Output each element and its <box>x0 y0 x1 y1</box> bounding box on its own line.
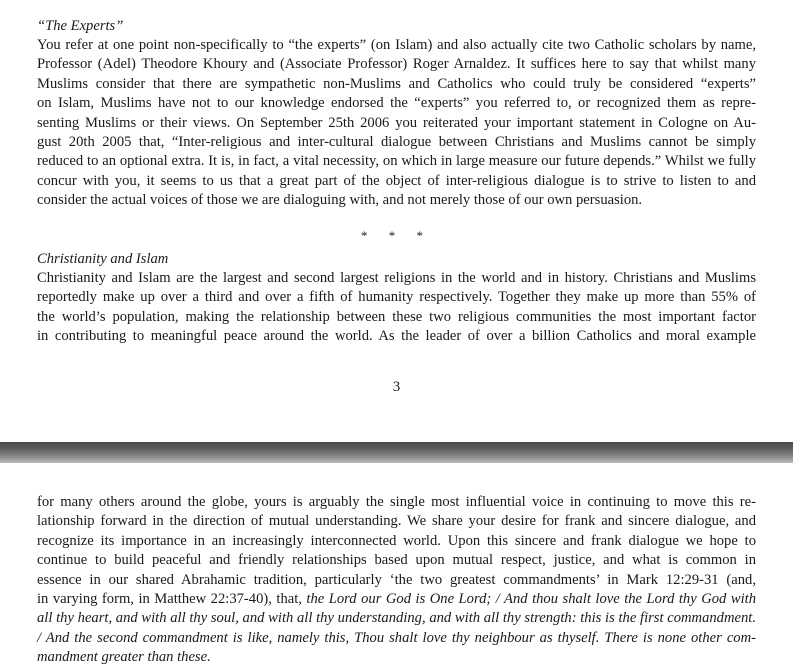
text-line: recognize its importance in an increasingly interconnected world. Upon this sincere and frank dialogue we hope to <box>37 532 756 549</box>
text-line: consider the actual voices of those we are dialoguing with, and not merely those of our own persuasion. <box>37 192 643 209</box>
text-line: continue to build peaceful and friendly relationships based upon mutual respect, justice, and what is common in <box>37 552 756 569</box>
text-line: Christianity and Islam are the largest and second largest religions in the world and in history. Christians and Muslims <box>37 270 756 286</box>
section-heading-christianity-and-islam: Christianity and Islam <box>37 251 169 267</box>
text-line: essence in our shared Abrahamic tradition, particularly ‘the two greatest commandments’ in Mark 12:29-31 (and, <box>37 571 756 588</box>
scripture-quote: the Lord our God is One Lord; / And thou shalt love the Lord thy God with <box>306 591 756 608</box>
text-line <box>37 590 756 609</box>
page-separator <box>0 442 793 463</box>
text-plain: in varying form, in Matthew 22:37-40), that, <box>37 591 307 608</box>
text-line: lationship forward in the direction of mutual understanding. We share your desire for frank and sincere dialogue, and <box>37 513 756 530</box>
text-line: You refer at one point non-specifically to “the experts” (on Islam) and also actually cite two Catholic scholars by name, <box>37 37 756 53</box>
paragraph-christianity-and-islam <box>37 269 756 347</box>
scripture-quote-line: all thy heart, and with all thy soul, and with all thy understanding, and with all thy strength: this is the first commandment. <box>37 610 756 627</box>
text-line: reportedly make up over a third and over a fifth of humanity respectively. Together they make up more than 55% of <box>37 289 756 306</box>
text-line: on Islam, Muslims have not to our knowledge endorsed the “experts” you referred to, or recognized them as repre- <box>37 95 756 112</box>
text-line: reduced to an optional extra. It is, in fact, a vital necessity, on which in large measure our future depends.” Whilst we fully <box>37 153 756 170</box>
scripture-quote-line: mandment greater than these. <box>37 649 211 666</box>
text-line: senting Muslims or their views. On September 25th 2006 you reiterated your important statement in Cologne on Au- <box>37 114 756 131</box>
text-line: Professor (Adel) Theodore Khoury and (Associate Professor) Roger Arnaldez. It suffices here to say that whilst many <box>37 56 756 73</box>
section-separator-stars: * * * <box>361 228 432 243</box>
text-line: in contributing to meaningful peace around the world. As the leader of over a billion Catholics and moral example <box>37 328 756 345</box>
text-line: Muslims consider that there are sympathetic non-Muslims and Catholics who could truly be considered “experts” <box>37 75 756 92</box>
paragraph-the-experts <box>37 36 756 211</box>
section-heading-the-experts: “The Experts” <box>37 18 124 34</box>
page-number: 3 <box>392 379 401 395</box>
text-line: for many others around the globe, yours is arguably the single most influential voice in continuing to move this re- <box>37 494 756 510</box>
text-line: the world’s population, making the relationship between these two religious communities the most important factor <box>37 308 756 325</box>
text-line: gust 20th 2005 that, “Inter-religious and inter-cultural dialogue between Christians and Muslims cannot be simply <box>37 134 756 151</box>
paragraph-continuation <box>37 493 756 668</box>
text-line: concur with you, it seems to us that a great part of the object of inter-religious dialogue is to strive to listen to and <box>37 172 756 189</box>
scripture-quote-line: / And the second commandment is like, namely this, Thou shalt love thy neighbour as thyself. There is none other com- <box>37 629 756 646</box>
